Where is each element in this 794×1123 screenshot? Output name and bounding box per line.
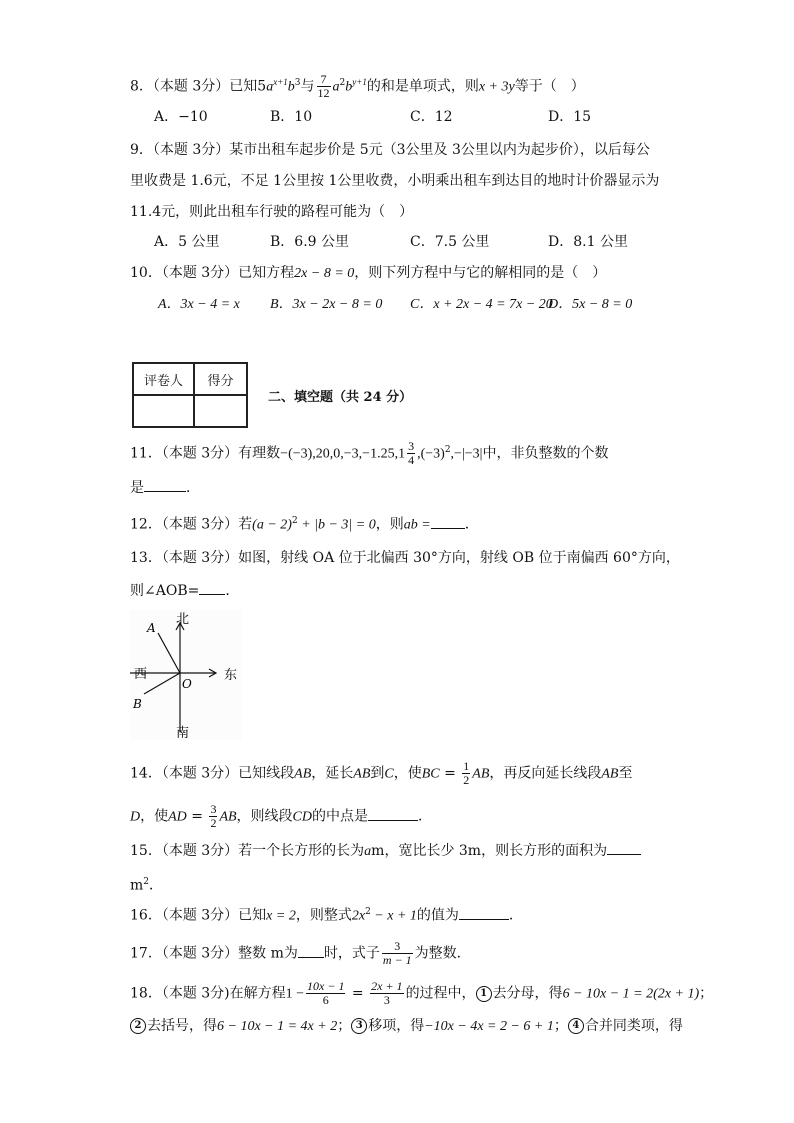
q10-option-a[interactable]: A．3x − 4 = x	[158, 297, 240, 312]
question-9-line-1: 9．（本题 3分）某市出租车起步价是 5元（3公里及 3公里以内为起步价），以后每公	[130, 142, 650, 158]
q8-option-c[interactable]: C．12	[410, 109, 453, 125]
reviewer-cell[interactable]	[133, 395, 194, 427]
answer-blank[interactable]	[144, 477, 186, 492]
question-17: 17．（本题 3分）整数 m为 时，式子 $\frac{3}{m - 1}$ 为整数．	[130, 939, 471, 967]
fraction: $\frac{7}{12}$	[317, 72, 330, 101]
question-10: 10．（本题 3分）已知方程2x − 8 = 0，则下列方程中与它的解相同的是（ ）	[130, 265, 607, 281]
question-16: 16．（本题 3分）已知x = 2，则整式$2x^2 - x + 1$的值为 ．	[130, 902, 523, 927]
label-south: 南	[176, 726, 190, 740]
question-11-line-2: 是 ．	[130, 477, 200, 498]
q10-option-b[interactable]: B．3x − 2x − 8 = 0	[270, 297, 383, 312]
label-o: O	[182, 677, 192, 691]
question-18-line-2: 2 去括号，得6 − 10x − 1 = 4x + 2； 3 移项，得−10x − 4x = 2 − 6 + 1； 4 合并同类项，得	[130, 1016, 683, 1037]
step-1-marker: 1	[476, 986, 492, 1002]
question-15-line-2: $m^2$．	[130, 877, 164, 894]
answer-blank[interactable]	[459, 905, 509, 920]
q9-option-d[interactable]: D．8.1 公里	[548, 234, 628, 250]
answer-blank[interactable]	[431, 514, 465, 529]
step-3-marker: 3	[351, 1018, 367, 1034]
question-11: 11．（本题 3分）有理数−(−3),20,0,−3,−1.25,1 $\frac{3}{4}$ $,(-3)^2,-|-3|$中，非负整数的个数	[130, 439, 609, 468]
label-east: 东	[224, 668, 238, 683]
label-b: B	[133, 697, 142, 711]
question-18-line-1: 18．（本题 3分)在解方程1 − $\frac{10x - 1}{6}$ = $\frac{2x + 1}{3}$ 的过程中， 1 去分母，得6 − 10x − 1 = 2(2x + 1)；	[130, 979, 714, 1007]
answer-blank[interactable]	[607, 840, 641, 855]
q8-option-b[interactable]: B．10	[270, 109, 313, 125]
question-9-line-3: 11.4元，则此出租车行驶的路程可能为（ ）	[130, 204, 414, 220]
compass-figure	[130, 610, 242, 740]
q9-option-b[interactable]: B．6.9 公里	[270, 234, 350, 250]
q10-option-c[interactable]: C．x + 2x − 4 = 7x − 20	[410, 297, 553, 312]
question-12: 12．（本题 3分）若$(a - 2)^2 + |b - 3| = 0$，则ab = ．	[130, 511, 479, 536]
answer-blank[interactable]	[298, 943, 324, 958]
reviewer-header: 评卷人	[133, 363, 194, 395]
answer-blank[interactable]	[368, 806, 418, 821]
step-4-marker: 4	[568, 1018, 584, 1034]
question-14-line-1: 14．（本题 3分）已知线段AB，延长AB到C，使BC = $\frac{1}{2}$ AB，再反向延长线段AB至	[130, 759, 633, 787]
label-north: 北	[176, 612, 190, 627]
q8-option-d[interactable]: D．15	[548, 109, 592, 125]
question-14-line-2: D，使AD = $\frac{3}{2}$ AB，则线段CD的中点是 ．	[130, 802, 432, 830]
question-13-line-2: 则∠AOB= ．	[130, 580, 239, 601]
score-header: 得分	[194, 363, 247, 395]
q9-option-c[interactable]: C．7.5 公里	[410, 234, 490, 250]
q8-option-a[interactable]: A．−10	[154, 109, 208, 125]
q9-option-a[interactable]: A．5 公里	[154, 234, 220, 250]
section-title: 二、填空题（共 24 分）	[268, 390, 413, 405]
score-cell[interactable]	[194, 395, 247, 427]
answer-blank[interactable]	[199, 580, 225, 595]
step-2-marker: 2	[130, 1018, 146, 1034]
q10-option-d[interactable]: D．5x − 8 = 0	[548, 297, 633, 312]
question-8: 8．（本题 3分）已知$5a^{x+1}b^3$与 $\frac{7}{12}$ $a^2b^{y+1}$的和是单项式，则x + 3y等于（ ）	[130, 72, 585, 101]
question-15: 15．（本题 3分）若一个长方形的长为am，宽比长少 3m，则长方形的面积为	[130, 840, 641, 862]
grader-table	[132, 362, 248, 428]
question-9-line-2: 里收费是 1.6元，不足 1公里按 1公里收费，小明乘出租车到达目的地时计价器显示为	[130, 173, 660, 189]
label-a: A	[147, 621, 156, 635]
question-13-line-1: 13．（本题 3分）如图，射线 OA 位于北偏西 30°方向，射线 OB 位于南偏西 60°方向，	[130, 550, 680, 566]
label-west: 西	[134, 667, 148, 682]
